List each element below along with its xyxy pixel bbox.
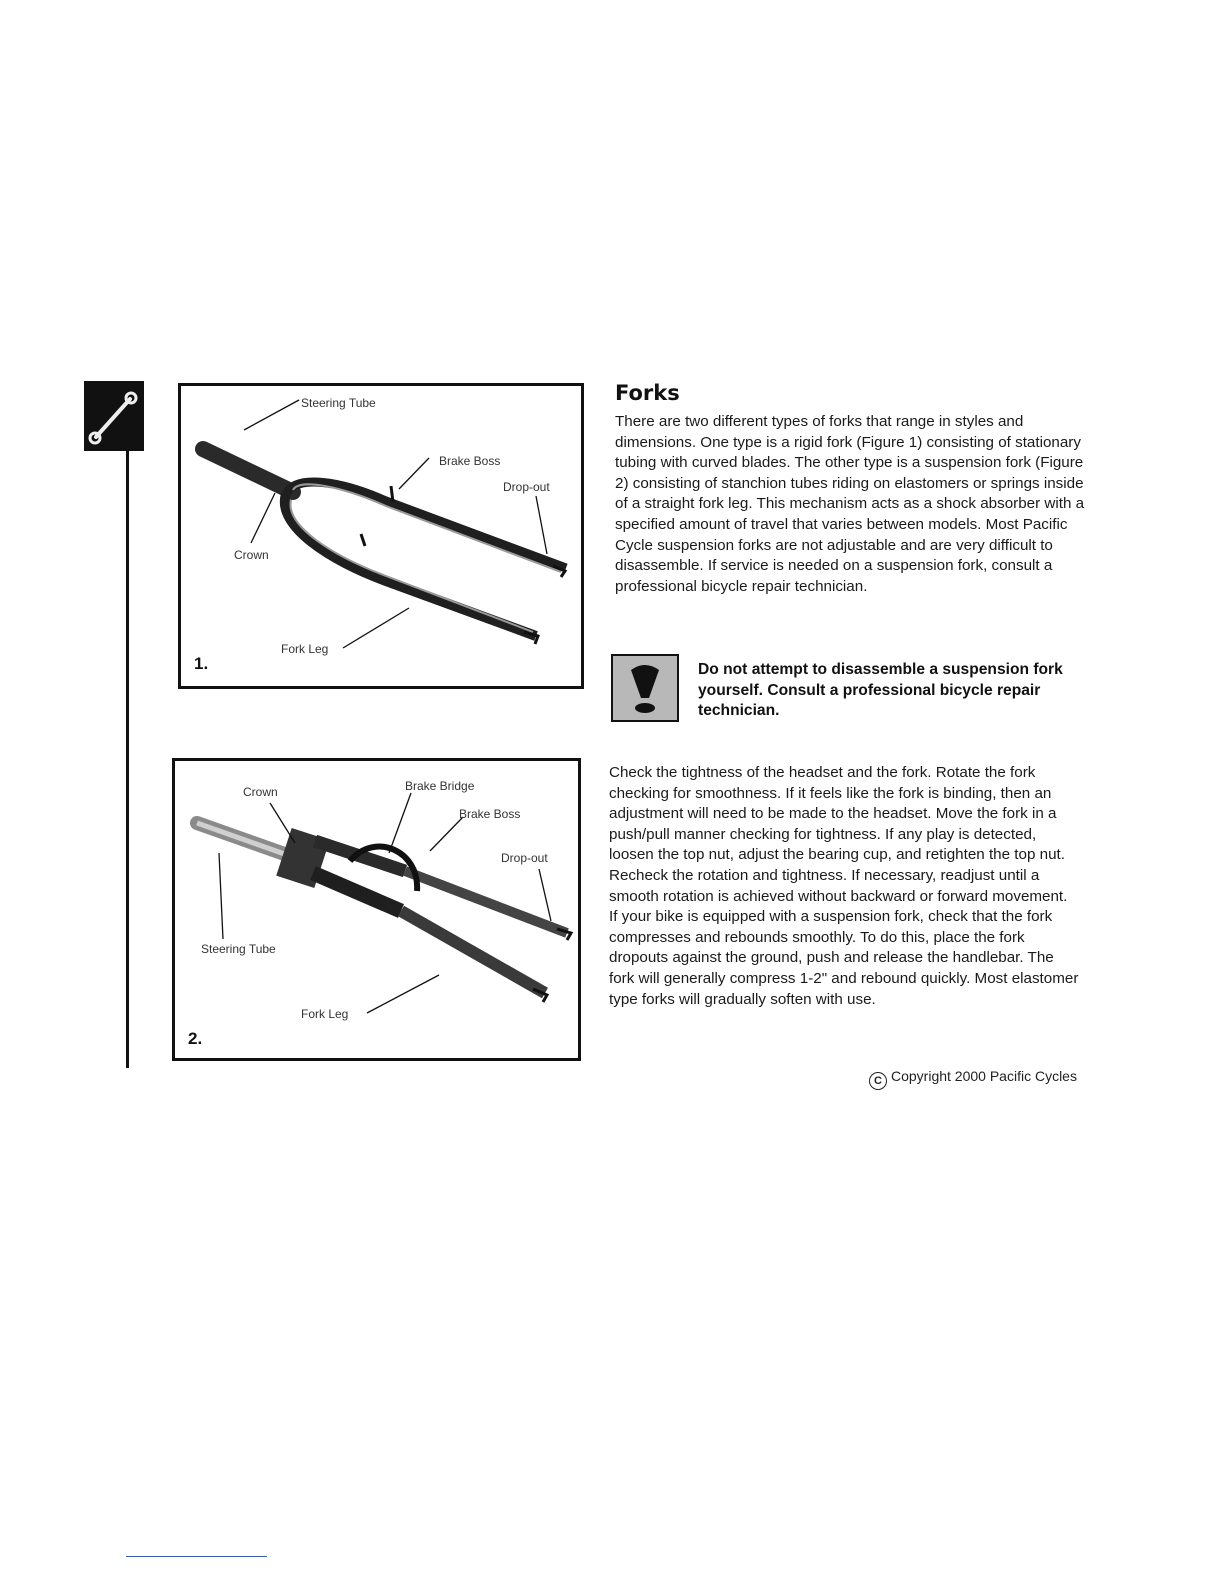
label-drop-out: Drop-out <box>503 480 550 494</box>
figure-number: 2. <box>188 1029 203 1048</box>
copyright-icon: C <box>869 1072 887 1090</box>
label-fork-leg: Fork Leg <box>301 1007 349 1021</box>
figure-rigid-fork <box>178 383 584 689</box>
rigid-fork-illustration <box>181 386 581 686</box>
copyright-text: Copyright 2000 Pacific Cycles <box>891 1068 1077 1084</box>
wrench-icon <box>84 381 144 451</box>
figure-suspension-fork <box>172 758 581 1061</box>
section-heading: Forks <box>615 381 680 405</box>
bottom-rule <box>126 1556 267 1557</box>
label-brake-bridge: Brake Bridge <box>405 779 475 793</box>
label-brake-boss: Brake Boss <box>439 454 501 468</box>
section-tab <box>84 381 144 451</box>
warning-text: Do not attempt to disassemble a suspension fork yourself. Consult a professional bicycle repair technician. <box>698 661 1063 719</box>
label-steering-tube: Steering Tube <box>201 942 276 956</box>
label-fork-leg: Fork Leg <box>281 642 329 656</box>
intro-paragraph: There are two different types of forks that range in styles and dimensions. One type is a rigid fork (Figure 1) consisting of stationary tubing with curved blades. The other type is a suspension fork (Figure 2) consisting of stanchion tubes riding on elastomers or springs inside of a straight fork leg. This mechanism acts as a shock absorber with a specified amount of travel that varies between models. Most Pacific Cycle suspension forks are not adjustable and are very difficult to disassemble. If service is needed on a suspension fork, consult a professional bicycle repair technician. <box>615 413 1085 595</box>
label-steering-tube: Steering Tube <box>301 396 376 410</box>
figure-number: 1. <box>194 654 209 673</box>
label-brake-boss: Brake Boss <box>459 807 521 821</box>
label-crown: Crown <box>234 548 269 562</box>
copyright-notice <box>869 1068 1077 1090</box>
check-paragraph: Check the tightness of the headset and the fork. Rotate the fork checking for smoothness. If it feels like the fork is binding, then an adjustment will need to be made to the headset. Move the fork in a push/pull manner checking for tightness. If any play is detected, loosen the top nut, adjust the bearing cup, and retighten the top nut. Recheck the rotation and tightness. If necessary, readjust until a smooth rotation is achieved without backward or forward movement. If your bike is equipped with a suspension fork, check that the fork compresses and rebounds smoothly. To do this, place the fork dropouts against the ground, push and release the handlebar. The fork will generally compress 1-2" and rebound quickly. Most elastomer type forks will gradually soften with use. <box>609 764 1079 1008</box>
side-rule <box>126 440 129 1068</box>
label-crown: Crown <box>243 785 278 799</box>
warning-icon <box>611 654 679 722</box>
suspension-fork-illustration <box>175 761 578 1058</box>
label-drop-out: Drop-out <box>501 851 548 865</box>
